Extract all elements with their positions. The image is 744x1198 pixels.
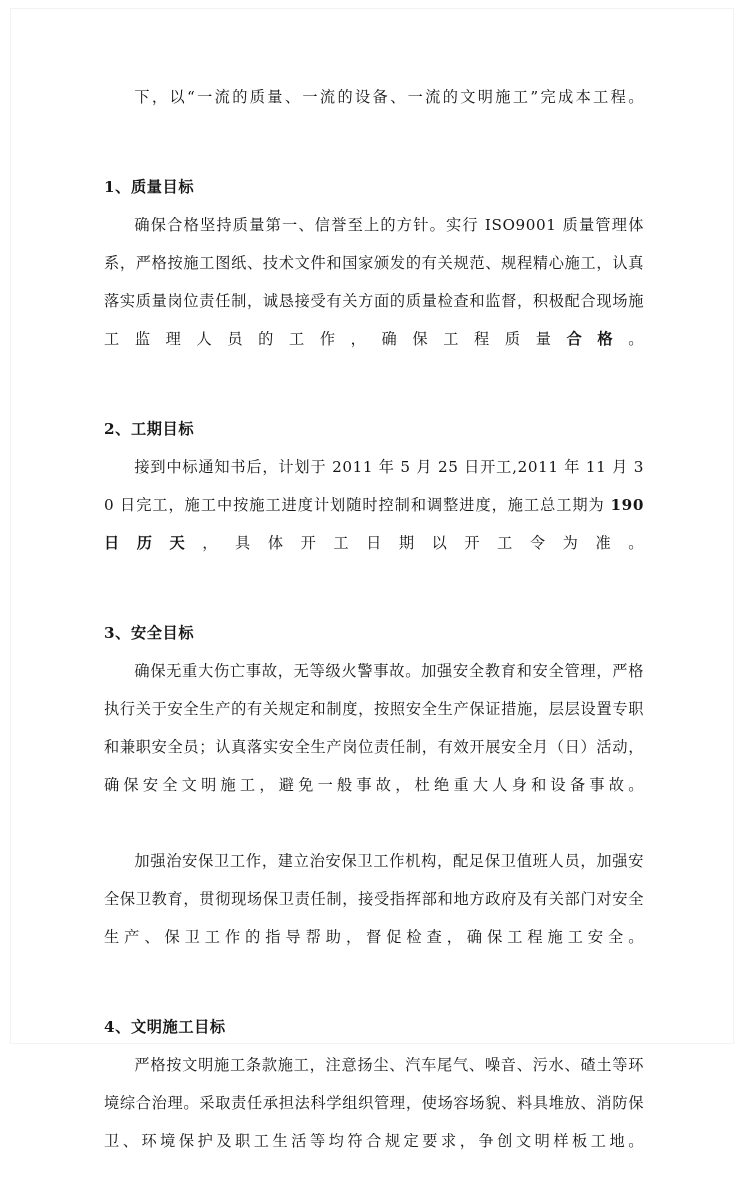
page-border-left <box>10 8 11 1044</box>
emphasis-text: 190 日历天 <box>104 496 644 552</box>
section-4-paragraph-1 <box>104 1046 644 1198</box>
intro-paragraph: 下，以“一流的质量、一流的设备、一流的文明施工”完成本工程。 <box>134 88 644 106</box>
page-border-top <box>10 8 734 9</box>
section-heading-4: 4、文明施工目标 <box>104 1018 226 1036</box>
section-1-paragraph-1 <box>104 206 644 396</box>
body-text: 确保无重大伤亡事故，无等级火警事故。加强安全教育和安全管理，严格执行关于安全生产的有关规定和制度，按照安全生产保证措施，层层设置专职和兼职安全员；认真落实安全生产岗位责任制，有效开展安全月（日）活动，确保安全文明施工，避免一般事故，杜绝重大人身和设备事故。 <box>104 662 644 794</box>
emphasis-text: 合格 <box>566 330 629 348</box>
body-text: 。 <box>628 330 644 348</box>
body-text: 加强治安保卫工作，建立治安保卫工作机构，配足保卫值班人员，加强安全保卫教育，贯彻现场保卫责任制，接受指挥部和地方政府及有关部门对安全生产、保卫工作的指导帮助，督促检查，确保工程施工安全。 <box>104 852 644 946</box>
body-text: 严格按文明施工条款施工，注意扬尘、汽车尾气、噪音、污水、碴土等环境综合治理。采取责任承担法科学组织管理，使场容场貌、料具堆放、消防保卫、环境保护及职工生活等均符合规定要求，争创文明样板工地。 <box>104 1056 644 1150</box>
page-border-right <box>733 8 734 1044</box>
section-3-paragraph-1 <box>104 652 644 842</box>
section-heading-3: 3、安全目标 <box>104 624 195 642</box>
document-body <box>104 78 644 1198</box>
section-heading-1: 1、质量目标 <box>104 178 195 196</box>
body-text: ，具体开工日期以开工令为准。 <box>202 534 644 552</box>
section-heading-2: 2、工期目标 <box>104 420 195 438</box>
section-3-paragraph-2 <box>104 842 644 994</box>
body-text: 接到中标通知书后，计划于 2011 年 5 月 25 日开工,2011 年 11 月 30 日完工，施工中按施工进度计划随时控制和调整进度，施工总工期为 <box>104 458 644 514</box>
section-2-paragraph-1 <box>104 448 644 600</box>
body-text: 确保合格坚持质量第一、信誉至上的方针。实行 ISO9001 质量管理体系，严格按施工图纸、技术文件和国家颁发的有关规范、规程精心施工，认真落实质量岗位责任制，诚恳接受有关方面的质量检查和监督，积极配合现场施工监理人员的工作，确保工程质量 <box>104 216 644 348</box>
section-list <box>104 168 644 1198</box>
